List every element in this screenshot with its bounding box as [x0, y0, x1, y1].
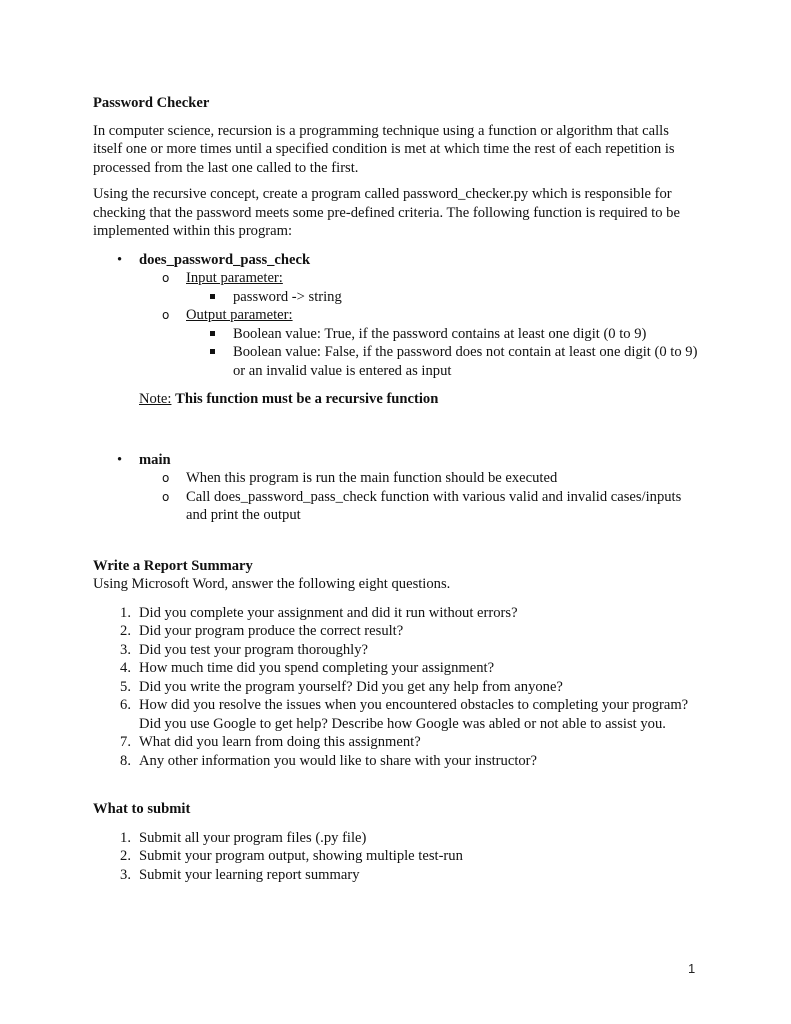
list-item — [93, 659, 699, 678]
circle-marker: o — [162, 271, 170, 285]
square-bullet-marker — [210, 331, 215, 336]
list-number: 2. — [120, 848, 131, 864]
function-list — [93, 251, 699, 409]
output-parameter-label: Output parameter: — [186, 307, 293, 323]
output-parameter-detail — [93, 325, 699, 344]
question-text: Did you complete your assignment and did it run without errors? — [139, 604, 518, 621]
list-number: 7. — [120, 734, 131, 750]
submit-text: Submit your program output, showing multiple test-run — [139, 848, 463, 864]
submit-list — [93, 829, 699, 885]
square-bullet-marker — [210, 294, 215, 299]
submit-text: Submit all your program files (.py file) — [139, 829, 367, 846]
list-item — [93, 829, 699, 848]
list-item — [93, 696, 699, 733]
input-parameter-detail — [93, 288, 699, 307]
list-item — [93, 622, 699, 641]
question-text: Did your program produce the correct result? — [139, 623, 404, 639]
report-question-list — [93, 604, 699, 771]
output-parameter-detail — [93, 343, 699, 380]
output-parameter-text: Boolean value: True, if the password contains at least one digit (0 to 9) — [233, 325, 647, 342]
list-number: 1. — [120, 829, 131, 846]
list-item — [93, 752, 699, 771]
question-text: Did you write the program yourself? Did you get any help from anyone? — [139, 678, 563, 695]
report-intro: Using Microsoft Word, answer the following eight questions. — [93, 576, 451, 592]
main-requirement-item — [93, 488, 699, 525]
bullet-marker: • — [117, 451, 123, 468]
question-text: How much time did you spend completing your assignment? — [139, 660, 495, 676]
note-text: This function must be a recursive function — [175, 391, 439, 407]
list-number: 3. — [120, 641, 131, 658]
function-name: does_password_pass_check — [139, 251, 311, 268]
main-function-list — [93, 451, 699, 525]
square-bullet-marker — [210, 349, 215, 354]
input-parameter-item — [93, 269, 699, 288]
list-number: 3. — [120, 866, 131, 883]
function-item-main — [93, 451, 699, 470]
submit-heading: What to submit — [93, 801, 191, 817]
circle-marker: o — [162, 308, 170, 322]
input-parameter-label: Input parameter: — [186, 270, 283, 286]
list-number: 5. — [120, 678, 131, 695]
question-text: Did you test your program thoroughly? — [139, 641, 369, 658]
list-item — [93, 733, 699, 752]
note-label: Note: — [139, 391, 172, 407]
page-number: 1 — [688, 961, 696, 976]
list-item — [93, 866, 699, 885]
intro-paragraph: In computer science, recursion is a programming technique using a function or algorithm that calls itself one or more times until a specified condition is met at which time the rest of each repetition is processed from the last one called to the first. — [93, 122, 675, 176]
input-parameter-text: password -> string — [233, 288, 342, 305]
question-text: How did you resolve the issues when you encountered obstacles to completing your program? Did you use Google to get help? Describe how Google was abled or not able to assist you. — [139, 697, 689, 732]
question-text: What did you learn from doing this assignment? — [139, 734, 421, 750]
main-requirement-item — [93, 469, 699, 488]
list-number: 8. — [120, 752, 131, 769]
bullet-marker: • — [117, 251, 123, 268]
circle-marker: o — [162, 489, 170, 504]
recursion-note — [93, 390, 699, 409]
list-item — [93, 641, 699, 660]
list-item — [93, 604, 699, 623]
list-number: 4. — [120, 660, 131, 676]
list-number: 2. — [120, 623, 131, 639]
question-text: Any other information you would like to share with your instructor? — [139, 752, 538, 769]
document-page — [93, 94, 699, 884]
main-requirement-text: Call does_password_pass_check function with various valid and invalid cases/inputs and print the output — [186, 488, 682, 523]
list-number: 6. — [120, 697, 131, 713]
circle-marker: o — [162, 471, 170, 485]
main-requirement-text: When this program is run the main function should be executed — [186, 470, 558, 486]
report-heading: Write a Report Summary — [93, 557, 253, 574]
submit-text: Submit your learning report summary — [139, 866, 360, 883]
output-parameter-item — [93, 306, 699, 325]
output-parameter-text: Boolean value: False, if the password does not contain at least one digit (0 to 9) or an invalid value is entered as input — [233, 344, 698, 379]
list-item — [93, 678, 699, 697]
list-item — [93, 847, 699, 866]
task-paragraph: Using the recursive concept, create a program called password_checker.py which is responsible for checking that the password meets some pre-defined criteria. The following function is required to be implemented within this program: — [93, 186, 680, 239]
list-number: 1. — [120, 604, 131, 621]
function-name: main — [139, 451, 171, 468]
function-item-password-check — [93, 251, 699, 270]
document-title: Password Checker — [93, 95, 210, 111]
